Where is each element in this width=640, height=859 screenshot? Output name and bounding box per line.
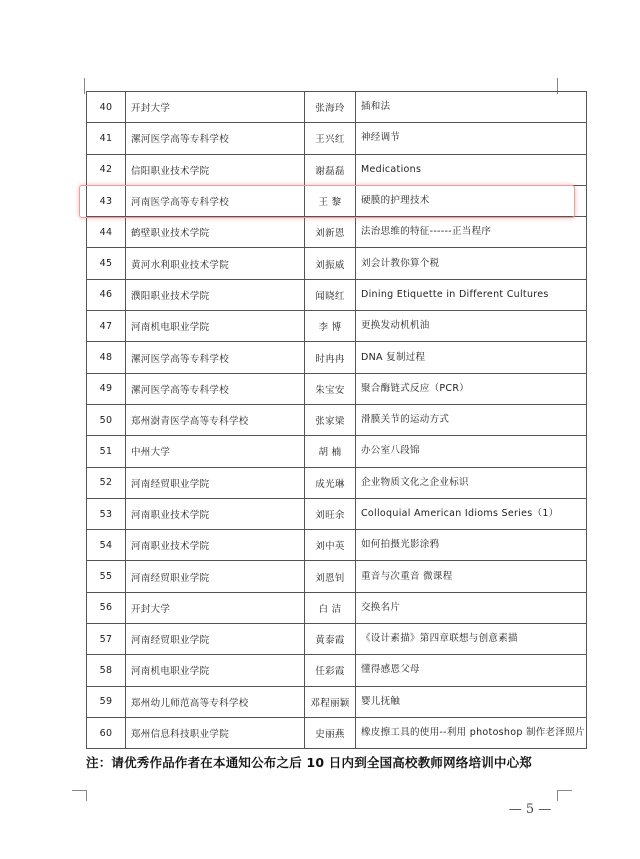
work-title: Medications <box>356 154 587 185</box>
row-number: 58 <box>87 655 126 686</box>
table-row <box>87 655 587 686</box>
work-title: 懂得感恩父母 <box>356 655 587 686</box>
table-row <box>87 279 587 310</box>
author-name: 张海玲 <box>305 92 356 123</box>
work-title: Dining Etiquette in Different Cultures <box>356 279 587 310</box>
work-title: 硬膜的护理技术 <box>356 185 587 216</box>
author-name: 闻晓红 <box>305 279 356 310</box>
row-number: 45 <box>87 248 126 279</box>
work-title: 法治思维的特征------正当程序 <box>356 217 587 248</box>
work-title: 《设计素描》第四章联想与创意素描 <box>356 624 587 655</box>
school-name: 漯河医学高等专科学校 <box>126 342 305 373</box>
table-row <box>87 717 587 748</box>
award-roster-table <box>86 91 587 749</box>
table-row <box>87 154 587 185</box>
work-title: 神经调节 <box>356 123 587 154</box>
table-row <box>87 530 587 561</box>
author-name: 史丽燕 <box>305 717 356 748</box>
work-title: 重音与次重音 微课程 <box>356 561 587 592</box>
work-title: DNA 复制过程 <box>356 342 587 373</box>
author-name: 黄泰霞 <box>305 624 356 655</box>
author-name: 白 洁 <box>305 592 356 623</box>
author-name: 刘振威 <box>305 248 356 279</box>
author-name: 刘恩钊 <box>305 561 356 592</box>
corner-mark-bottom-left <box>72 790 87 801</box>
author-name: 邓程丽颖 <box>305 686 356 717</box>
table-row <box>87 498 587 529</box>
author-name: 朱宝安 <box>305 373 356 404</box>
table-row <box>87 624 587 655</box>
school-name: 河南职业技术学院 <box>126 498 305 529</box>
author-name: 刘中英 <box>305 530 356 561</box>
work-title: 聚合酶链式反应（PCR） <box>356 373 587 404</box>
school-name: 河南机电职业学院 <box>126 655 305 686</box>
table-row <box>87 185 587 216</box>
table-row <box>87 92 587 123</box>
work-title: 婴儿抚触 <box>356 686 587 717</box>
author-name: 胡 楠 <box>305 436 356 467</box>
table-row <box>87 592 587 623</box>
school-name: 郑州幼儿师范高等专科学校 <box>126 686 305 717</box>
table-row <box>87 342 587 373</box>
row-number: 49 <box>87 373 126 404</box>
row-number: 47 <box>87 311 126 342</box>
table-row <box>87 404 587 435</box>
footnote: 注：请优秀作品作者在本通知公布之后 10 日内到全国高校教师网络培训中心郑 <box>86 755 533 770</box>
row-number: 44 <box>87 217 126 248</box>
work-title: 滑膜关节的运动方式 <box>356 404 587 435</box>
table-row <box>87 373 587 404</box>
table-body <box>87 92 587 749</box>
work-title: 刘会计教你算个税 <box>356 248 587 279</box>
school-name: 河南经贸职业学院 <box>126 467 305 498</box>
table-row <box>87 217 587 248</box>
row-number: 55 <box>87 561 126 592</box>
work-title: 办公室八段锦 <box>356 436 587 467</box>
school-name: 中州大学 <box>126 436 305 467</box>
work-title: 插和法 <box>356 92 587 123</box>
school-name: 开封大学 <box>126 92 305 123</box>
work-title: 更换发动机机油 <box>356 311 587 342</box>
row-number: 54 <box>87 530 126 561</box>
author-name: 成光琳 <box>305 467 356 498</box>
school-name: 信阳职业技术学院 <box>126 154 305 185</box>
school-name: 郑州澍青医学高等专科学校 <box>126 404 305 435</box>
row-number: 51 <box>87 436 126 467</box>
corner-mark-top-left <box>72 78 85 94</box>
author-name: 任彩霞 <box>305 655 356 686</box>
school-name: 黄河水利职业技术学院 <box>126 248 305 279</box>
author-name: 谢磊磊 <box>305 154 356 185</box>
author-name: 王 黎 <box>305 185 356 216</box>
work-title: 如何拍摄光影涂鸦 <box>356 530 587 561</box>
school-name: 郑州信息科技职业学院 <box>126 717 305 748</box>
row-number: 53 <box>87 498 126 529</box>
school-name: 河南经贸职业学院 <box>126 561 305 592</box>
corner-mark-bottom-right <box>557 790 572 801</box>
row-number: 50 <box>87 404 126 435</box>
row-number: 40 <box>87 92 126 123</box>
school-name: 鹤壁职业技术学院 <box>126 217 305 248</box>
table-row <box>87 248 587 279</box>
author-name: 时冉冉 <box>305 342 356 373</box>
author-name: 王兴红 <box>305 123 356 154</box>
table-row <box>87 467 587 498</box>
school-name: 漯河医学高等专科学校 <box>126 373 305 404</box>
work-title: 交换名片 <box>356 592 587 623</box>
school-name: 濮阳职业技术学院 <box>126 279 305 310</box>
author-name: 李 博 <box>305 311 356 342</box>
school-name: 河南经贸职业学院 <box>126 624 305 655</box>
table-row <box>87 561 587 592</box>
school-name: 河南机电职业学院 <box>126 311 305 342</box>
row-number: 59 <box>87 686 126 717</box>
row-number: 60 <box>87 717 126 748</box>
row-number: 41 <box>87 123 126 154</box>
author-name: 张家梁 <box>305 404 356 435</box>
table-row <box>87 436 587 467</box>
row-number: 43 <box>87 185 126 216</box>
school-name: 河南职业技术学院 <box>126 530 305 561</box>
school-name: 漯河医学高等专科学校 <box>126 123 305 154</box>
author-name: 刘旺余 <box>305 498 356 529</box>
table-row <box>87 123 587 154</box>
work-title: Colloquial American Idioms Series（1） <box>356 498 587 529</box>
row-number: 42 <box>87 154 126 185</box>
work-title: 企业物质文化之企业标识 <box>356 467 587 498</box>
school-name: 河南医学高等专科学校 <box>126 185 305 216</box>
work-title: 橡皮擦工具的使用--利用 photoshop 制作老泽照片 <box>356 717 587 748</box>
author-name: 刘新恩 <box>305 217 356 248</box>
table-row <box>87 686 587 717</box>
row-number: 48 <box>87 342 126 373</box>
row-number: 57 <box>87 624 126 655</box>
row-number: 56 <box>87 592 126 623</box>
school-name: 开封大学 <box>126 592 305 623</box>
table-row <box>87 311 587 342</box>
row-number: 52 <box>87 467 126 498</box>
page-number: — 5 — <box>508 802 552 817</box>
row-number: 46 <box>87 279 126 310</box>
